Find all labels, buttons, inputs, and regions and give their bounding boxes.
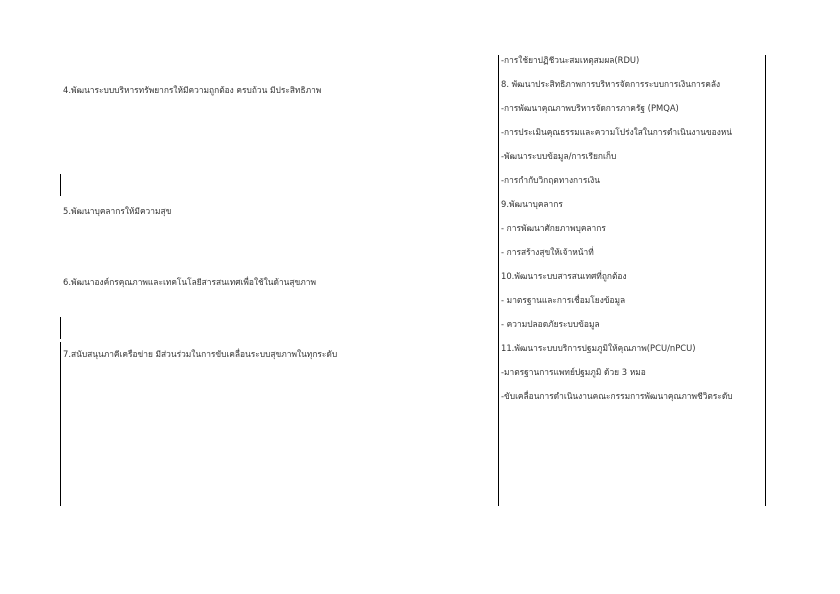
left-item-5: 5.พัฒนาบุคลากรให้มีความสุข	[63, 206, 172, 216]
list-item: - มาตรฐานและการเชื่อมโยงข้อมูล	[501, 295, 626, 305]
left-border-segment-1	[60, 174, 61, 196]
left-border-segment-3	[60, 342, 61, 506]
right-column-list	[501, 54, 763, 414]
list-item: 9.พัฒนาบุคลากร	[501, 199, 563, 209]
list-item: -มาตรฐานการแพทย์ปฐมภูมิ ด้วย 3 หมอ	[501, 367, 646, 377]
left-item-7: 7.สนับสนุนภาคีเครือข่าย มีส่วนร่วมในการขับเคลื่อนระบบสุขภาพในทุกระดับ	[63, 349, 338, 359]
list-item: - ความปลอดภัยระบบข้อมูล	[501, 319, 600, 329]
list-item: - การสร้างสุขให้เจ้าหน้าที่	[501, 247, 594, 257]
list-item: -การกำกับวิกฤตทางการเงิน	[501, 175, 600, 185]
left-item-4: 4.พัฒนาระบบบริหารทรัพยากรให้มีความถูกต้อง ครบถ้วน มีประสิทธิภาพ	[63, 85, 322, 95]
right-border	[765, 55, 766, 506]
list-item: 10.พัฒนาระบบสารสนเทศที่ถูกต้อง	[501, 271, 627, 281]
list-item: 11.พัฒนาระบบบริการปฐมภูมิให้คุณภาพ(PCU/nPCU)	[501, 343, 696, 353]
list-item: -การประเมินคุณธรรมและความโปร่งใสในการดำเนินงานของหน่	[501, 127, 733, 137]
list-item: 8. พัฒนาประสิทธิภาพการบริหารจัดการระบบการเงินการคลัง	[501, 79, 721, 89]
left-border-segment-2	[60, 317, 61, 339]
middle-border	[498, 55, 499, 506]
list-item: -การใช้ยาปฏิชีวนะสมเหตุสมผล(RDU)	[501, 55, 640, 65]
list-item: - การพัฒนาศักยภาพบุคลากร	[501, 223, 606, 233]
list-item: -ขับเคลื่อนการดำเนินงานคณะกรรมการพัฒนาคุณภาพชีวิตระดับ	[501, 391, 733, 401]
left-item-6: 6.พัฒนาองค์กรคุณภาพและเทคโนโลยีสารสนเทศเพื่อใช้ในด้านสุขภาพ	[63, 277, 316, 287]
list-item: -พัฒนาระบบข้อมูล/การเรียกเก็บ	[501, 151, 617, 161]
list-item: -การพัฒนาคุณภาพบริหารจัดการภาครัฐ (PMQA)	[501, 103, 679, 113]
